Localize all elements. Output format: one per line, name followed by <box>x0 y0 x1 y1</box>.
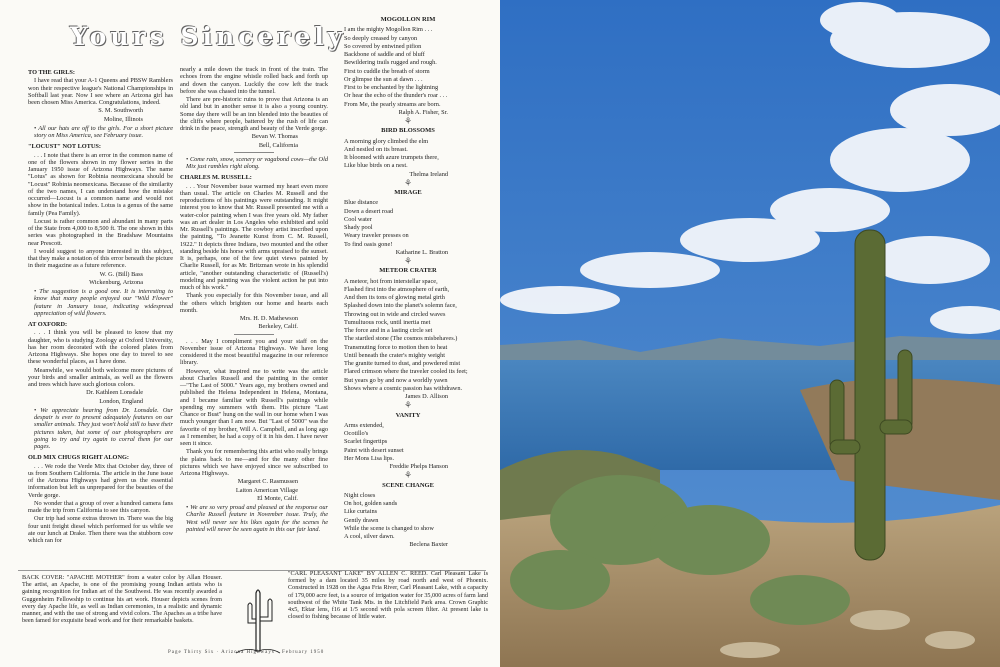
poem-line: Weary traveler presses on <box>344 232 409 240</box>
poem-line: On hot, golden sands <box>344 500 398 507</box>
page-title: Yours Sincerely <box>70 22 347 51</box>
poem-line: Cool water <box>344 215 372 223</box>
editor-reply: • We appreciate hearing from Dr. Lonsdale. Our despair is ever to present adequately features on our smaller animals. They just won't hold still to have their pictures taken, but some of our photographers are going to try and try again to corral them for our pages. <box>34 406 173 450</box>
poem-line: Arms extended, <box>344 421 384 429</box>
poem-line: From Me, the pearly streams are born. <box>344 100 441 108</box>
back-cover-caption: BACK COVER: "APACHE MOTHER" from a water color by Allan Houser. The artist, an Apache, is one of the promising young Indian artists who is gaining recognition for Indian art of the Southwest. He was recently awarded a Guggenheim Fellowship to continue his art work. Houser depicts scenes from every day Apache life, as well as Indian ceremonies, in a realistic and dynamic manner, and with the use of strong and vivid colors. The Apaches as a tribe have been famed for exquisite bead work and for their remarkable baskets. <box>22 574 222 625</box>
poem-line: Transmuting force to motion then to heat <box>344 343 448 351</box>
poem-line: Flashed first into the atmosphere of earth, <box>344 285 450 293</box>
letter-signature: London, England <box>99 397 143 405</box>
letter-paragraph: . . . I note that there is an error in the common name of one of the flowers shown in my flower series in the January 1950 issue of Arizona Highways. The name "Lotus" as shown for Robinia neomexicana should be "Locust" Robinia neomexicana. Because of the similarity of the two names, I can understand how the mistake occurred—Locust is a common name and would not show in the botanical index. Lotus is a genus of the same family (Pea Family). <box>28 151 173 217</box>
letter-signature: Margaret C. Rasmussen <box>237 478 298 486</box>
front-cover-caption: "CARL PLEASANT LAKE" BY ALLEN C. REED. Carl Pleasant Lake is formed by a dam located 35 miles by road north and west of Phoenix. Constructed in 1928 on the Agua Fria River, Carl Pleasant Lake, with a capacity of 179,000 acre feet, is a source of irrigation water for 35,000 acres of farm land southwest of the White Tank Mts. in the Litchfield Park area. Crown Graphic 4x5, Ektar lens, f16 at 1/5 second with pola screen filter. At present lake is closed to fishing because of little water. <box>288 570 488 621</box>
cover-photograph <box>500 0 1000 667</box>
poem-line: Gently drawn <box>344 516 379 524</box>
poem-line: The granite turned to dust, and powdered mist <box>344 360 461 367</box>
poem-line: Shows where a cosmic passion has withdrawn. <box>344 384 463 392</box>
page-folio: Page Thirty Six · Arizona Highways · February 1950 <box>168 650 325 655</box>
letter-paragraph: There are pre-historic ruins to prove that Arizona is an old land but in another sense it is also a young country. Some day there will be an inn blended into the beauties of the cliffs where people, battered by the rush of life can drink in the peace, strength and beauty of the Verde gorge. <box>180 96 328 132</box>
letter-heading: AT OXFORD: <box>28 321 68 328</box>
letter-paragraph: Locust is rather common and abundant in many parts of the State from 4,000 to 8,500 ft. The one shown in this series was photographed in the Bradshaw Mountains near Prescott. <box>28 217 173 247</box>
poem-title: MIRAGE <box>394 189 422 196</box>
letter-signature: Moline, Illinois <box>103 115 143 123</box>
poem-title: SCENE CHANGE <box>382 481 434 489</box>
letter-heading: OLD MIX CHUGS RIGHT ALONG: <box>28 454 129 462</box>
letter-signature: W. G. (Bill) Bass <box>99 270 143 278</box>
poem-line: Paint with desert sunset <box>344 446 404 454</box>
poem-title: MOGOLLON RIM <box>380 16 436 23</box>
saguaro-ornament-icon: ⚘ <box>403 470 413 481</box>
poem-line: Splashed down into the planet's solemn face, <box>344 302 457 310</box>
letter-paragraph: Meanwhile, we would both welcome more pictures of your birds and smaller animals, as well as the flowers and trees which have such glorious colors. <box>28 366 173 388</box>
saguaro-ornament-icon: ⚘ <box>403 256 413 266</box>
poem-author: Ralph A. Fisher, Sr. <box>398 108 448 116</box>
letter-signature: Wickenburg, Arizona <box>89 278 143 286</box>
poem-line: So deeply creased by canyon <box>344 34 418 42</box>
letter-paragraph: Our trip had some extras thrown in. There was the big four unit freight diesel which performed for us while we ate our lunch at Drake. Then there was the stubborn cow which ran for <box>28 515 173 544</box>
letter-paragraph: Thank you for remembering this artist who really brings the plains back to me—and for the many other fine pictures which we have enjoyed since we subscribed to Arizona Highways. <box>180 448 328 477</box>
letter-paragraph: . . . We rode the Verde Mix that October day, three of us from Southern California. The article in the June issue of the Arizona Highways had given us the essential information but left us unprepared for the beauties of the Verde gorge. <box>28 462 173 499</box>
editor-reply: • The suggestion is a good one. It is interesting to know that many people enjoyed our "Wild Flower" feature in January issue, indicating widespread appreciation of wild flowers. <box>34 288 173 317</box>
poem-line: The startled stone (The cosmos misbehaves.) <box>344 335 458 343</box>
poem-line: A meteor, hot from interstellar space, <box>344 277 438 285</box>
poem-author: Katharine L. Bratton <box>395 248 448 256</box>
poem-title: METEOR CRATER <box>379 267 437 275</box>
poem-line: While the scene is changed to show <box>344 524 434 532</box>
poem-line: First to be enchanted by the lightning <box>344 84 439 91</box>
poem-line: It bloomed with azure trumpets there, <box>344 154 439 161</box>
poem-author: Thelma Ireland <box>409 170 448 178</box>
saguaro-ornament-icon: ⚘ <box>403 116 413 126</box>
divider <box>234 152 274 153</box>
letter-signature: Bevan W. Thomas <box>251 133 298 141</box>
poem-title: BIRD BLOSSOMS <box>381 127 435 135</box>
letter-paragraph: . . . May I compliment you and your staff on the November issue of Arizona Highways. We have long considered it the most beautiful magazine in our reference library. <box>180 337 328 367</box>
poem-line: And then its tons of glowing metal girth <box>344 294 445 301</box>
editor-reply: • All our hats are off to the girls. For a short picture story on Miss America, see February issue. <box>34 124 173 139</box>
letter-paragraph: . . . Your November issue warmed my heart even more than usual. The article on Charles M. Russell and the reproductions of his paintings were outstanding. It might interest you to know that Mr. Russell presented me with a water-color painting when I was five years old. My father was an art dealer in Los Angeles who exhibited and sold Mr. Russell's paintings. The cowboy artist inscribed upon the painting, "To Jeanette Kunst from C. M. Russell, 1922." It depicts three Indians, two mounted and the other standing beside his horse with arms upraised to the sunset. It is, perhaps, one of the few quiet views painted by Charlie Russell, for as Mr. Britzman wrote in his splendid article, "another outstanding characteristic of (Russell's) modeling and painting was the violent action he put into much of his work." <box>180 182 328 291</box>
letter-paragraph: Thank you especially for this November issue, and all the others which brighten our home and hearts each month. <box>180 292 328 314</box>
letter-signature: Laiton American Village <box>235 486 298 494</box>
letter-paragraph: . . . I think you will be pleased to know that my daughter, who is studying Zoology at Oxford University, has her room decorated with the colored plates from Arizona Highways. She hopes one day to travel to see these wonderful places, as I have done. <box>28 329 173 366</box>
divider <box>234 334 274 335</box>
letter-signature: El Monte, Calif. <box>257 494 298 502</box>
poem-line: Blue distance <box>344 199 379 207</box>
poem-line: But years go by and now a worldly yawn <box>344 376 448 384</box>
lake-cactus-photo <box>500 0 1000 667</box>
saguaro-ornament-icon: ⚘ <box>403 400 413 411</box>
poem-author: Beclena Baxter <box>409 541 448 549</box>
poem-title: VANITY <box>395 411 421 419</box>
letter-paragraph: I have read that your A-1 Queens and PBSW Ramblers won their respective league's National Championships in Softball last year. Now I see where an Arizona girl has been chosen Miss America. Congratulations, indeed. <box>28 77 173 106</box>
poem-author: James D. Allison <box>405 393 448 400</box>
letter-signature: Berkeley, Calif. <box>258 323 298 331</box>
poem-line: First to cuddle the breath of storm <box>344 67 430 75</box>
letter-heading: "LOCUST" NOT LOTUS: <box>28 143 102 151</box>
poem-line: To find oasis gone! <box>344 240 393 248</box>
poem-line: Like blue birds on a nest. <box>344 162 408 170</box>
saguaro-sketch <box>234 583 282 655</box>
letter-paragraph: However, what inspired me to write was the article about Charles Russell and the painting in the center—"The Last of 5000." Years ago, my brothers owned and published the Helena Independent in Helena, Montana, and I became familiar with Russell's paintings while spending my summers with them. His picture "Last Chance or Bust" hung on the wall in our home when I was much younger than I am now. But "Last of 5000" was the favorite of my brother, Will A. Campbell, and as long ago as I remember, he had a copy of it in his den. I have never seen it since. <box>180 367 328 447</box>
poem-line: And nestled on its breast. <box>344 145 408 153</box>
poem-line: Flared crimson where the traveler cooled its feet; <box>344 368 468 376</box>
letters-column-2 <box>180 66 328 537</box>
letter-paragraph: nearly a mile down the track in front of the train. The echoes from the engine whistle rolled back and forth up and down the canyon. Luckily the cow left the track before she was chased into the tunnel. <box>180 66 328 95</box>
poem-author: Freddie Phelps Hanson <box>389 463 448 470</box>
poem-line: Night closes <box>344 491 376 499</box>
letter-heading: TO THE GIRLS: <box>28 69 76 76</box>
letter-signature: Dr. Kathleen Lonsdale <box>86 389 143 397</box>
poem-line: A cool, silver dawn. <box>344 533 395 540</box>
poem-line: Like curtains <box>344 508 378 516</box>
letter-paragraph: I would suggest to anyone interested in this subject, that they make a notation of this error beneath the picture in their magazine as a future reference. <box>28 247 173 270</box>
poem-line: The force and in a lasting circle set <box>344 327 433 334</box>
poem-line: Her Mons Lisa lips. <box>344 454 395 462</box>
poem-line: Or hear the echo of the thunder's roar . . . <box>344 92 448 100</box>
poem-line: I am the mighty Mogollon Rim . . . <box>344 26 433 34</box>
poem-line: Or glimpse the sun at dawn . . . <box>344 75 423 83</box>
poem-line: Tumultuous rock, until inertia met <box>344 318 431 326</box>
editor-reply: • We are so very proud and pleased at the response our Charlie Russell feature in November issue. Truly, the West will never see his likes again for the scenes he painted will never be seen again in this our fair land. <box>186 504 328 533</box>
poem-line: Ocotillo's <box>344 430 369 437</box>
poem-line: Scarlet fingertips <box>344 438 388 446</box>
poem-line: Throwing out in wide and circled waves <box>344 310 446 318</box>
poem-line: Shady pool <box>344 224 373 231</box>
poem-line: Bewildering trails rugged and rough. <box>344 59 437 67</box>
letter-paragraph: No wonder that a group of over a hundred camera fans made the trip from California to see this canyon. <box>28 499 173 514</box>
letter-signature: Bell, California <box>258 141 298 149</box>
poems-column <box>338 14 478 551</box>
letter-heading: CHARLES M. RUSSELL: <box>180 174 252 182</box>
letter-signature: S. M. Southworth <box>98 107 143 115</box>
letters-column-1 <box>28 66 173 545</box>
poem-line: So covered by entwined pifion <box>344 42 422 50</box>
saguaro-ornament-icon: ⚘ <box>403 177 413 188</box>
editor-reply: • Come rain, snow, scenery or vagabond cows—the Old Mix just rambles right along. <box>186 155 328 170</box>
letter-signature: Mrs. H. D. Mathewson <box>239 315 298 322</box>
poem-line: Until beneath the crater's mighty weight <box>344 351 445 359</box>
poem-line: Backbone of saddle and of bluff <box>344 51 425 58</box>
poem-line: Down a desert road <box>344 207 394 215</box>
poem-line: A morning glory climbed the elm <box>344 137 429 145</box>
